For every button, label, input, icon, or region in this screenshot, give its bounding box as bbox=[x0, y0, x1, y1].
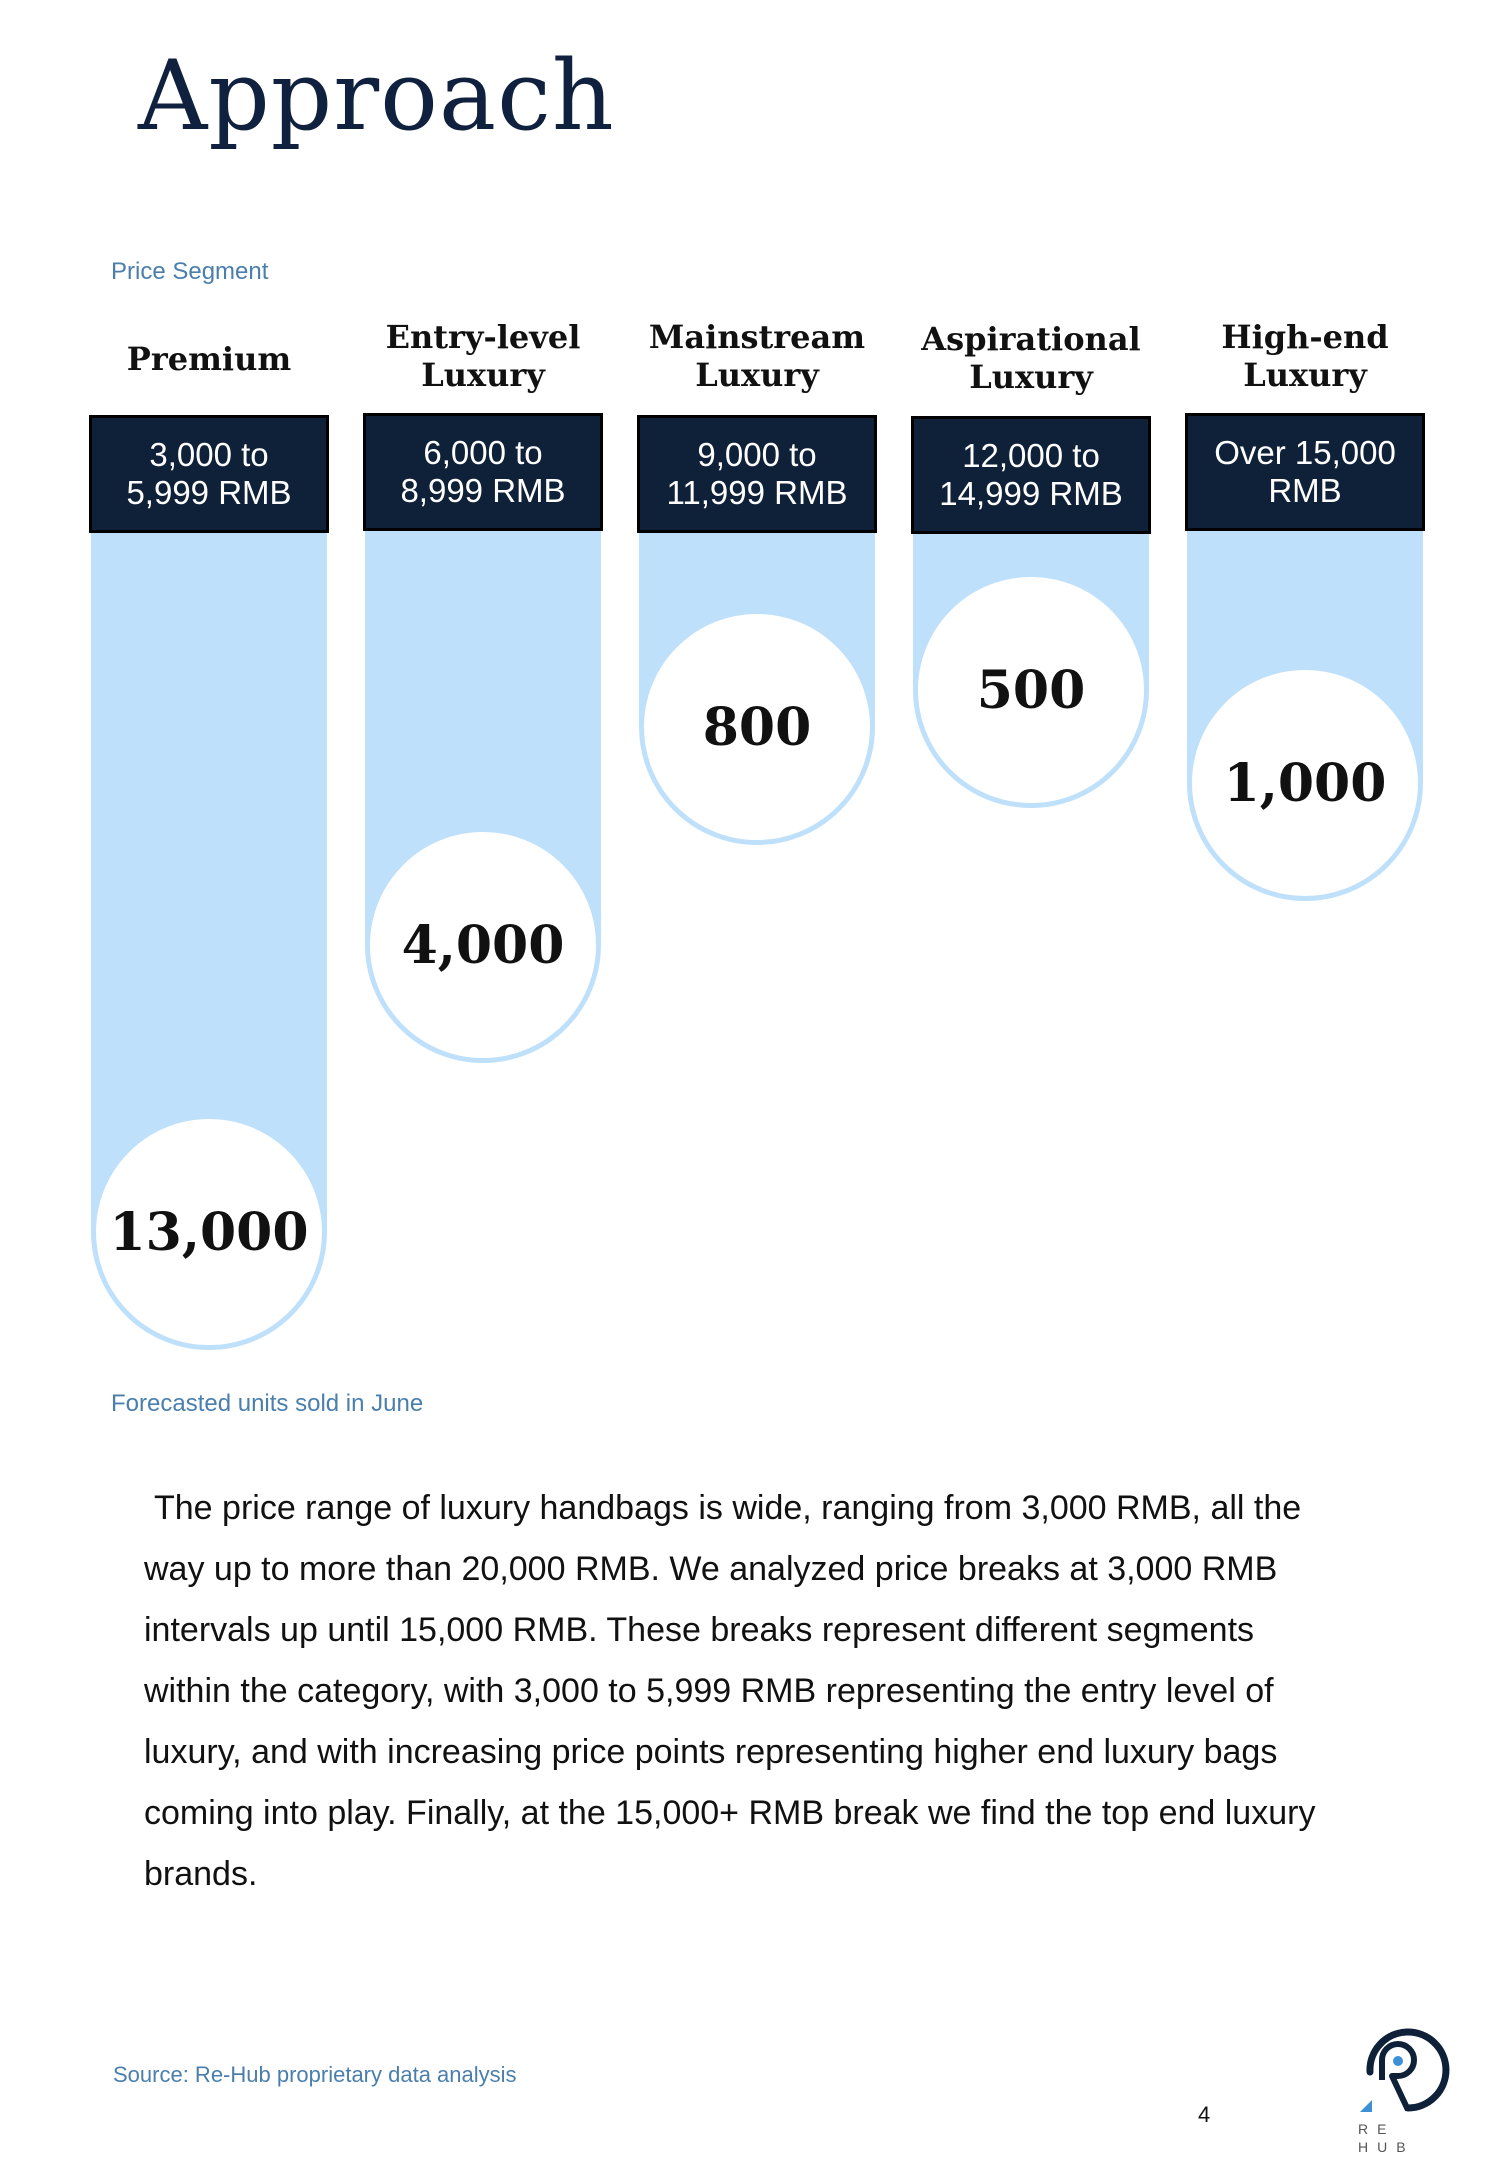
category-label-aspirational-luxury: Aspirational Luxury bbox=[921, 320, 1141, 396]
value-bubble-entry-level-luxury: 4,000 bbox=[365, 827, 601, 1063]
category-label-high-end-luxury: High-end Luxury bbox=[1221, 318, 1389, 394]
category-label-premium: Premium bbox=[126, 340, 292, 378]
value-bubble-high-end-luxury: 1,000 bbox=[1187, 665, 1423, 901]
price-segment-caption: Price Segment bbox=[111, 258, 269, 285]
units-caption: Forecasted units sold in June bbox=[111, 1390, 424, 1417]
price-range-box-entry-level-luxury: 6,000 to 8,999 RMB bbox=[363, 413, 603, 531]
logo-wordmark: RE HUB bbox=[1358, 2121, 1415, 2155]
value-bubble-aspirational-luxury: 500 bbox=[913, 572, 1149, 808]
price-range-box-premium: 3,000 to 5,999 RMB bbox=[89, 415, 329, 533]
value-bubble-mainstream-luxury: 800 bbox=[639, 609, 875, 845]
body-paragraph: The price range of luxury handbags is wide, ranging from 3,000 RMB, all the way up to more than 20,000 RMB. We analyzed price breaks at 3,000 RMB intervals up until 15,000 RMB. These breaks represent different segments within the category, with 3,000 to 5,999 RMB representing the entry level of luxury, and with increasing price points representing higher end luxury bags coming into play. Finally, at the 15,000+ RMB break we find the top end luxury brands. bbox=[144, 1489, 1316, 1893]
price-range-box-mainstream-luxury: 9,000 to 11,999 RMB bbox=[637, 415, 877, 533]
page-number: 4 bbox=[1198, 2102, 1211, 2127]
category-label-mainstream-luxury: Mainstream Luxury bbox=[648, 318, 866, 394]
price-range-box-aspirational-luxury: 12,000 to 14,999 RMB bbox=[911, 416, 1151, 534]
value-bubble-premium: 13,000 bbox=[91, 1114, 327, 1350]
category-label-entry-level-luxury: Entry-level Luxury bbox=[385, 318, 581, 394]
page-title: Approach bbox=[138, 40, 615, 152]
price-range-box-high-end-luxury: Over 15,000 RMB bbox=[1185, 413, 1425, 531]
source-note: Source: Re-Hub proprietary data analysis bbox=[113, 2062, 517, 2087]
